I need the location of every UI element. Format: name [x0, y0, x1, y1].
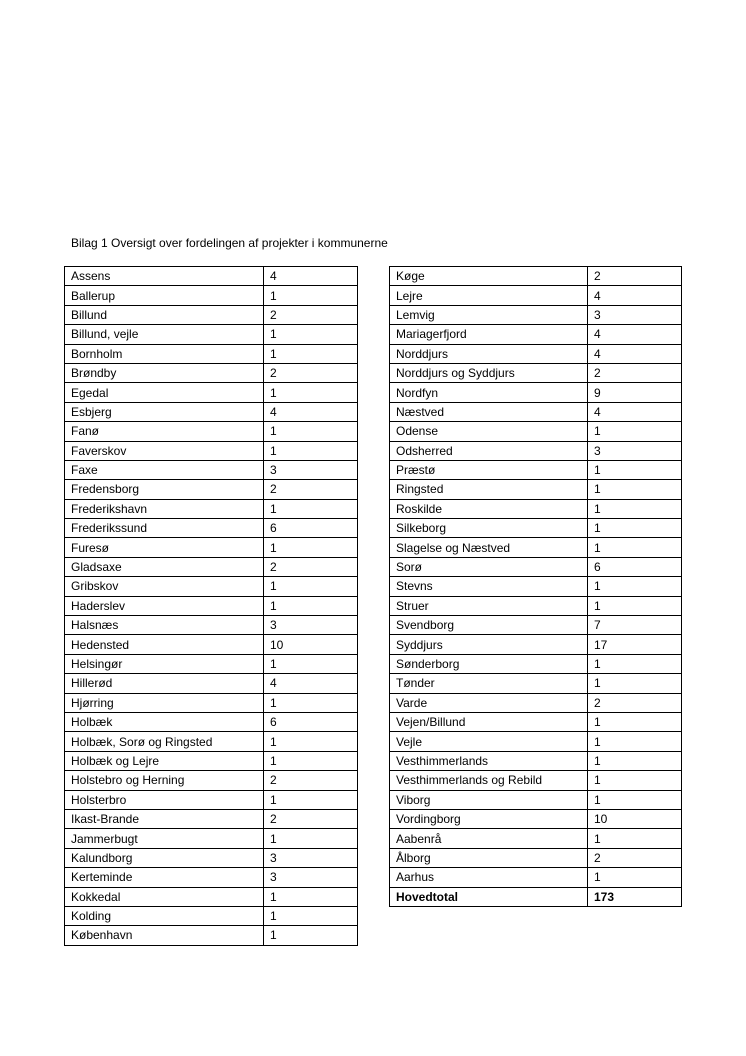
- table-row: [390, 363, 682, 382]
- table-row: [65, 596, 358, 615]
- project-count: 2: [264, 771, 358, 790]
- table-row: [390, 344, 682, 363]
- table-row: [65, 325, 358, 344]
- municipality-name: Haderslev: [65, 596, 264, 615]
- table-row: [65, 344, 358, 363]
- table-row: [390, 712, 682, 731]
- municipality-name: Esbjerg: [65, 402, 264, 421]
- project-count: 1: [588, 519, 682, 538]
- table-row: [390, 751, 682, 770]
- municipality-name: Sorø: [390, 557, 588, 576]
- table-row: [65, 906, 358, 925]
- municipality-name: Struer: [390, 596, 588, 615]
- project-count: 1: [264, 693, 358, 712]
- municipality-name: Aarhus: [390, 868, 588, 887]
- table-row: [65, 712, 358, 731]
- table-row: [65, 887, 358, 906]
- project-count: 1: [264, 325, 358, 344]
- table-row: [390, 519, 682, 538]
- table-row: [390, 809, 682, 828]
- municipality-name: Hillerød: [65, 674, 264, 693]
- project-count: 3: [264, 848, 358, 867]
- table-row: [65, 499, 358, 518]
- municipality-name: Ringsted: [390, 480, 588, 499]
- municipality-table-left: [64, 266, 358, 946]
- project-count: 1: [588, 868, 682, 887]
- table-row: [65, 402, 358, 421]
- project-count: 1: [264, 732, 358, 751]
- municipality-name: Gladsaxe: [65, 557, 264, 576]
- project-count: 1: [264, 887, 358, 906]
- municipality-name: Slagelse og Næstved: [390, 538, 588, 557]
- project-count: 1: [264, 751, 358, 770]
- municipality-name: Holstebro og Herning: [65, 771, 264, 790]
- municipality-name: Roskilde: [390, 499, 588, 518]
- municipality-name: Jammerbugt: [65, 829, 264, 848]
- table-row: [390, 422, 682, 441]
- table-row: [65, 441, 358, 460]
- total-value: 173: [588, 887, 682, 906]
- table-row: [65, 771, 358, 790]
- table-row: [390, 402, 682, 421]
- table-row: [390, 499, 682, 518]
- table-row: [390, 577, 682, 596]
- municipality-name: Kalundborg: [65, 848, 264, 867]
- project-count: 1: [264, 654, 358, 673]
- project-count: 1: [264, 499, 358, 518]
- municipality-name: Svendborg: [390, 616, 588, 635]
- municipality-name: Odense: [390, 422, 588, 441]
- project-count: 2: [264, 363, 358, 382]
- municipality-name: Nordfyn: [390, 383, 588, 402]
- project-count: 3: [264, 460, 358, 479]
- table-row: [65, 809, 358, 828]
- municipality-name: Vejen/Billund: [390, 712, 588, 731]
- table-row: [390, 635, 682, 654]
- project-count: 4: [588, 286, 682, 305]
- table-row: [65, 286, 358, 305]
- project-count: 4: [264, 402, 358, 421]
- table-row: [390, 674, 682, 693]
- municipality-name: Kokkedal: [65, 887, 264, 906]
- project-count: 2: [588, 693, 682, 712]
- municipality-name: Lemvig: [390, 305, 588, 324]
- municipality-name: Næstved: [390, 402, 588, 421]
- table-row: [390, 538, 682, 557]
- project-count: 1: [264, 538, 358, 557]
- document-caption: Bilag 1 Oversigt over fordelingen af projekter i kommunerne: [71, 236, 388, 250]
- project-count: 1: [588, 771, 682, 790]
- table-row: [65, 829, 358, 848]
- project-count: 1: [264, 441, 358, 460]
- municipality-name: Kolding: [65, 906, 264, 925]
- municipality-name: Faverskov: [65, 441, 264, 460]
- project-count: 1: [588, 538, 682, 557]
- table-row: [390, 383, 682, 402]
- project-count: 4: [264, 267, 358, 286]
- municipality-name: Holsterbro: [65, 790, 264, 809]
- project-count: 1: [264, 422, 358, 441]
- municipality-name: Vordingborg: [390, 809, 588, 828]
- project-count: 1: [588, 732, 682, 751]
- table-row: [65, 790, 358, 809]
- municipality-name: København: [65, 926, 264, 945]
- municipality-name: Holbæk og Lejre: [65, 751, 264, 770]
- project-count: 1: [264, 596, 358, 615]
- project-count: 1: [588, 751, 682, 770]
- municipality-name: Ballerup: [65, 286, 264, 305]
- table-row: [65, 557, 358, 576]
- project-count: 10: [588, 809, 682, 828]
- project-count: 1: [588, 829, 682, 848]
- table-row: [390, 693, 682, 712]
- municipality-name: Ikast-Brande: [65, 809, 264, 828]
- municipality-name: Vejle: [390, 732, 588, 751]
- project-count: 3: [264, 616, 358, 635]
- project-count: 6: [264, 519, 358, 538]
- municipality-name: Lejre: [390, 286, 588, 305]
- table-row: [65, 267, 358, 286]
- table-row: [65, 616, 358, 635]
- municipality-name: Ålborg: [390, 848, 588, 867]
- project-count: 2: [588, 267, 682, 286]
- municipality-name: Furesø: [65, 538, 264, 557]
- table-row: [65, 422, 358, 441]
- municipality-name: Viborg: [390, 790, 588, 809]
- table-row: [65, 305, 358, 324]
- project-count: 4: [588, 344, 682, 363]
- project-count: 2: [264, 557, 358, 576]
- table-row: [65, 693, 358, 712]
- project-count: 6: [588, 557, 682, 576]
- project-count: 1: [264, 383, 358, 402]
- municipality-name: Tønder: [390, 674, 588, 693]
- municipality-name: Aabenrå: [390, 829, 588, 848]
- municipality-name: Frederikshavn: [65, 499, 264, 518]
- table-row: [65, 926, 358, 945]
- municipality-name: Køge: [390, 267, 588, 286]
- municipality-name: Billund: [65, 305, 264, 324]
- municipality-name: Hjørring: [65, 693, 264, 712]
- project-count: 1: [588, 654, 682, 673]
- municipality-name: Vesthimmerlands og Rebild: [390, 771, 588, 790]
- municipality-name: Billund, vejle: [65, 325, 264, 344]
- project-count: 1: [264, 577, 358, 596]
- table-row: [390, 286, 682, 305]
- municipality-name: Hedensted: [65, 635, 264, 654]
- project-count: 1: [588, 596, 682, 615]
- table-row: [65, 751, 358, 770]
- table-row: [65, 519, 358, 538]
- project-count: 2: [264, 305, 358, 324]
- municipality-name: Helsingør: [65, 654, 264, 673]
- municipality-name: Fredensborg: [65, 480, 264, 499]
- project-count: 1: [588, 422, 682, 441]
- table-row: [65, 363, 358, 382]
- project-count: 3: [588, 305, 682, 324]
- municipality-name: Gribskov: [65, 577, 264, 596]
- table-row: [390, 460, 682, 479]
- municipality-name: Kerteminde: [65, 868, 264, 887]
- project-count: 10: [264, 635, 358, 654]
- table-row: [65, 635, 358, 654]
- table-row: [390, 305, 682, 324]
- municipality-name: Norddjurs: [390, 344, 588, 363]
- project-count: 4: [588, 325, 682, 344]
- project-count: 2: [264, 480, 358, 499]
- project-count: 1: [588, 499, 682, 518]
- table-row: [390, 441, 682, 460]
- table-row: [65, 538, 358, 557]
- municipality-table-right: [389, 266, 682, 907]
- project-count: 1: [264, 790, 358, 809]
- project-count: 1: [264, 286, 358, 305]
- table-row: [390, 654, 682, 673]
- table-row: [390, 790, 682, 809]
- municipality-name: Sønderborg: [390, 654, 588, 673]
- municipality-name: Syddjurs: [390, 635, 588, 654]
- table-row: [65, 732, 358, 751]
- municipality-name: Halsnæs: [65, 616, 264, 635]
- project-count: 2: [588, 848, 682, 867]
- total-row: [390, 887, 682, 906]
- project-count: 17: [588, 635, 682, 654]
- municipality-name: Faxe: [65, 460, 264, 479]
- municipality-name: Norddjurs og Syddjurs: [390, 363, 588, 382]
- table-row: [65, 480, 358, 499]
- municipality-name: Præstø: [390, 460, 588, 479]
- table-row: [390, 848, 682, 867]
- project-count: 2: [588, 363, 682, 382]
- municipality-name: Egedal: [65, 383, 264, 402]
- project-count: 3: [264, 868, 358, 887]
- municipality-name: Vesthimmerlands: [390, 751, 588, 770]
- table-row: [65, 460, 358, 479]
- total-label: Hovedtotal: [390, 887, 588, 906]
- table-row: [390, 267, 682, 286]
- municipality-name: Stevns: [390, 577, 588, 596]
- project-count: 2: [264, 809, 358, 828]
- project-count: 4: [264, 674, 358, 693]
- municipality-name: Brøndby: [65, 363, 264, 382]
- project-count: 4: [588, 402, 682, 421]
- project-count: 1: [588, 460, 682, 479]
- project-count: 3: [588, 441, 682, 460]
- project-count: 9: [588, 383, 682, 402]
- municipality-name: Frederikssund: [65, 519, 264, 538]
- table-row: [390, 732, 682, 751]
- municipality-name: Assens: [65, 267, 264, 286]
- project-count: 1: [588, 577, 682, 596]
- table-row: [390, 480, 682, 499]
- project-count: 1: [264, 344, 358, 363]
- project-count: 1: [588, 674, 682, 693]
- project-count: 1: [264, 829, 358, 848]
- table-row: [65, 654, 358, 673]
- table-row: [65, 577, 358, 596]
- table-row: [390, 829, 682, 848]
- project-count: 1: [588, 790, 682, 809]
- table-row: [390, 557, 682, 576]
- municipality-name: Holbæk: [65, 712, 264, 731]
- project-count: 6: [264, 712, 358, 731]
- municipality-name: Silkeborg: [390, 519, 588, 538]
- project-count: 7: [588, 616, 682, 635]
- table-row: [390, 868, 682, 887]
- project-count: 1: [264, 926, 358, 945]
- municipality-name: Fanø: [65, 422, 264, 441]
- project-count: 1: [264, 906, 358, 925]
- municipality-name: Odsherred: [390, 441, 588, 460]
- table-row: [390, 596, 682, 615]
- municipality-name: Bornholm: [65, 344, 264, 363]
- municipality-name: Varde: [390, 693, 588, 712]
- table-row: [65, 383, 358, 402]
- municipality-name: Mariagerfjord: [390, 325, 588, 344]
- table-row: [65, 674, 358, 693]
- municipality-name: Holbæk, Sorø og Ringsted: [65, 732, 264, 751]
- table-row: [65, 848, 358, 867]
- table-row: [390, 771, 682, 790]
- table-row: [390, 325, 682, 344]
- table-row: [390, 616, 682, 635]
- table-row: [65, 868, 358, 887]
- project-count: 1: [588, 480, 682, 499]
- project-count: 1: [588, 712, 682, 731]
